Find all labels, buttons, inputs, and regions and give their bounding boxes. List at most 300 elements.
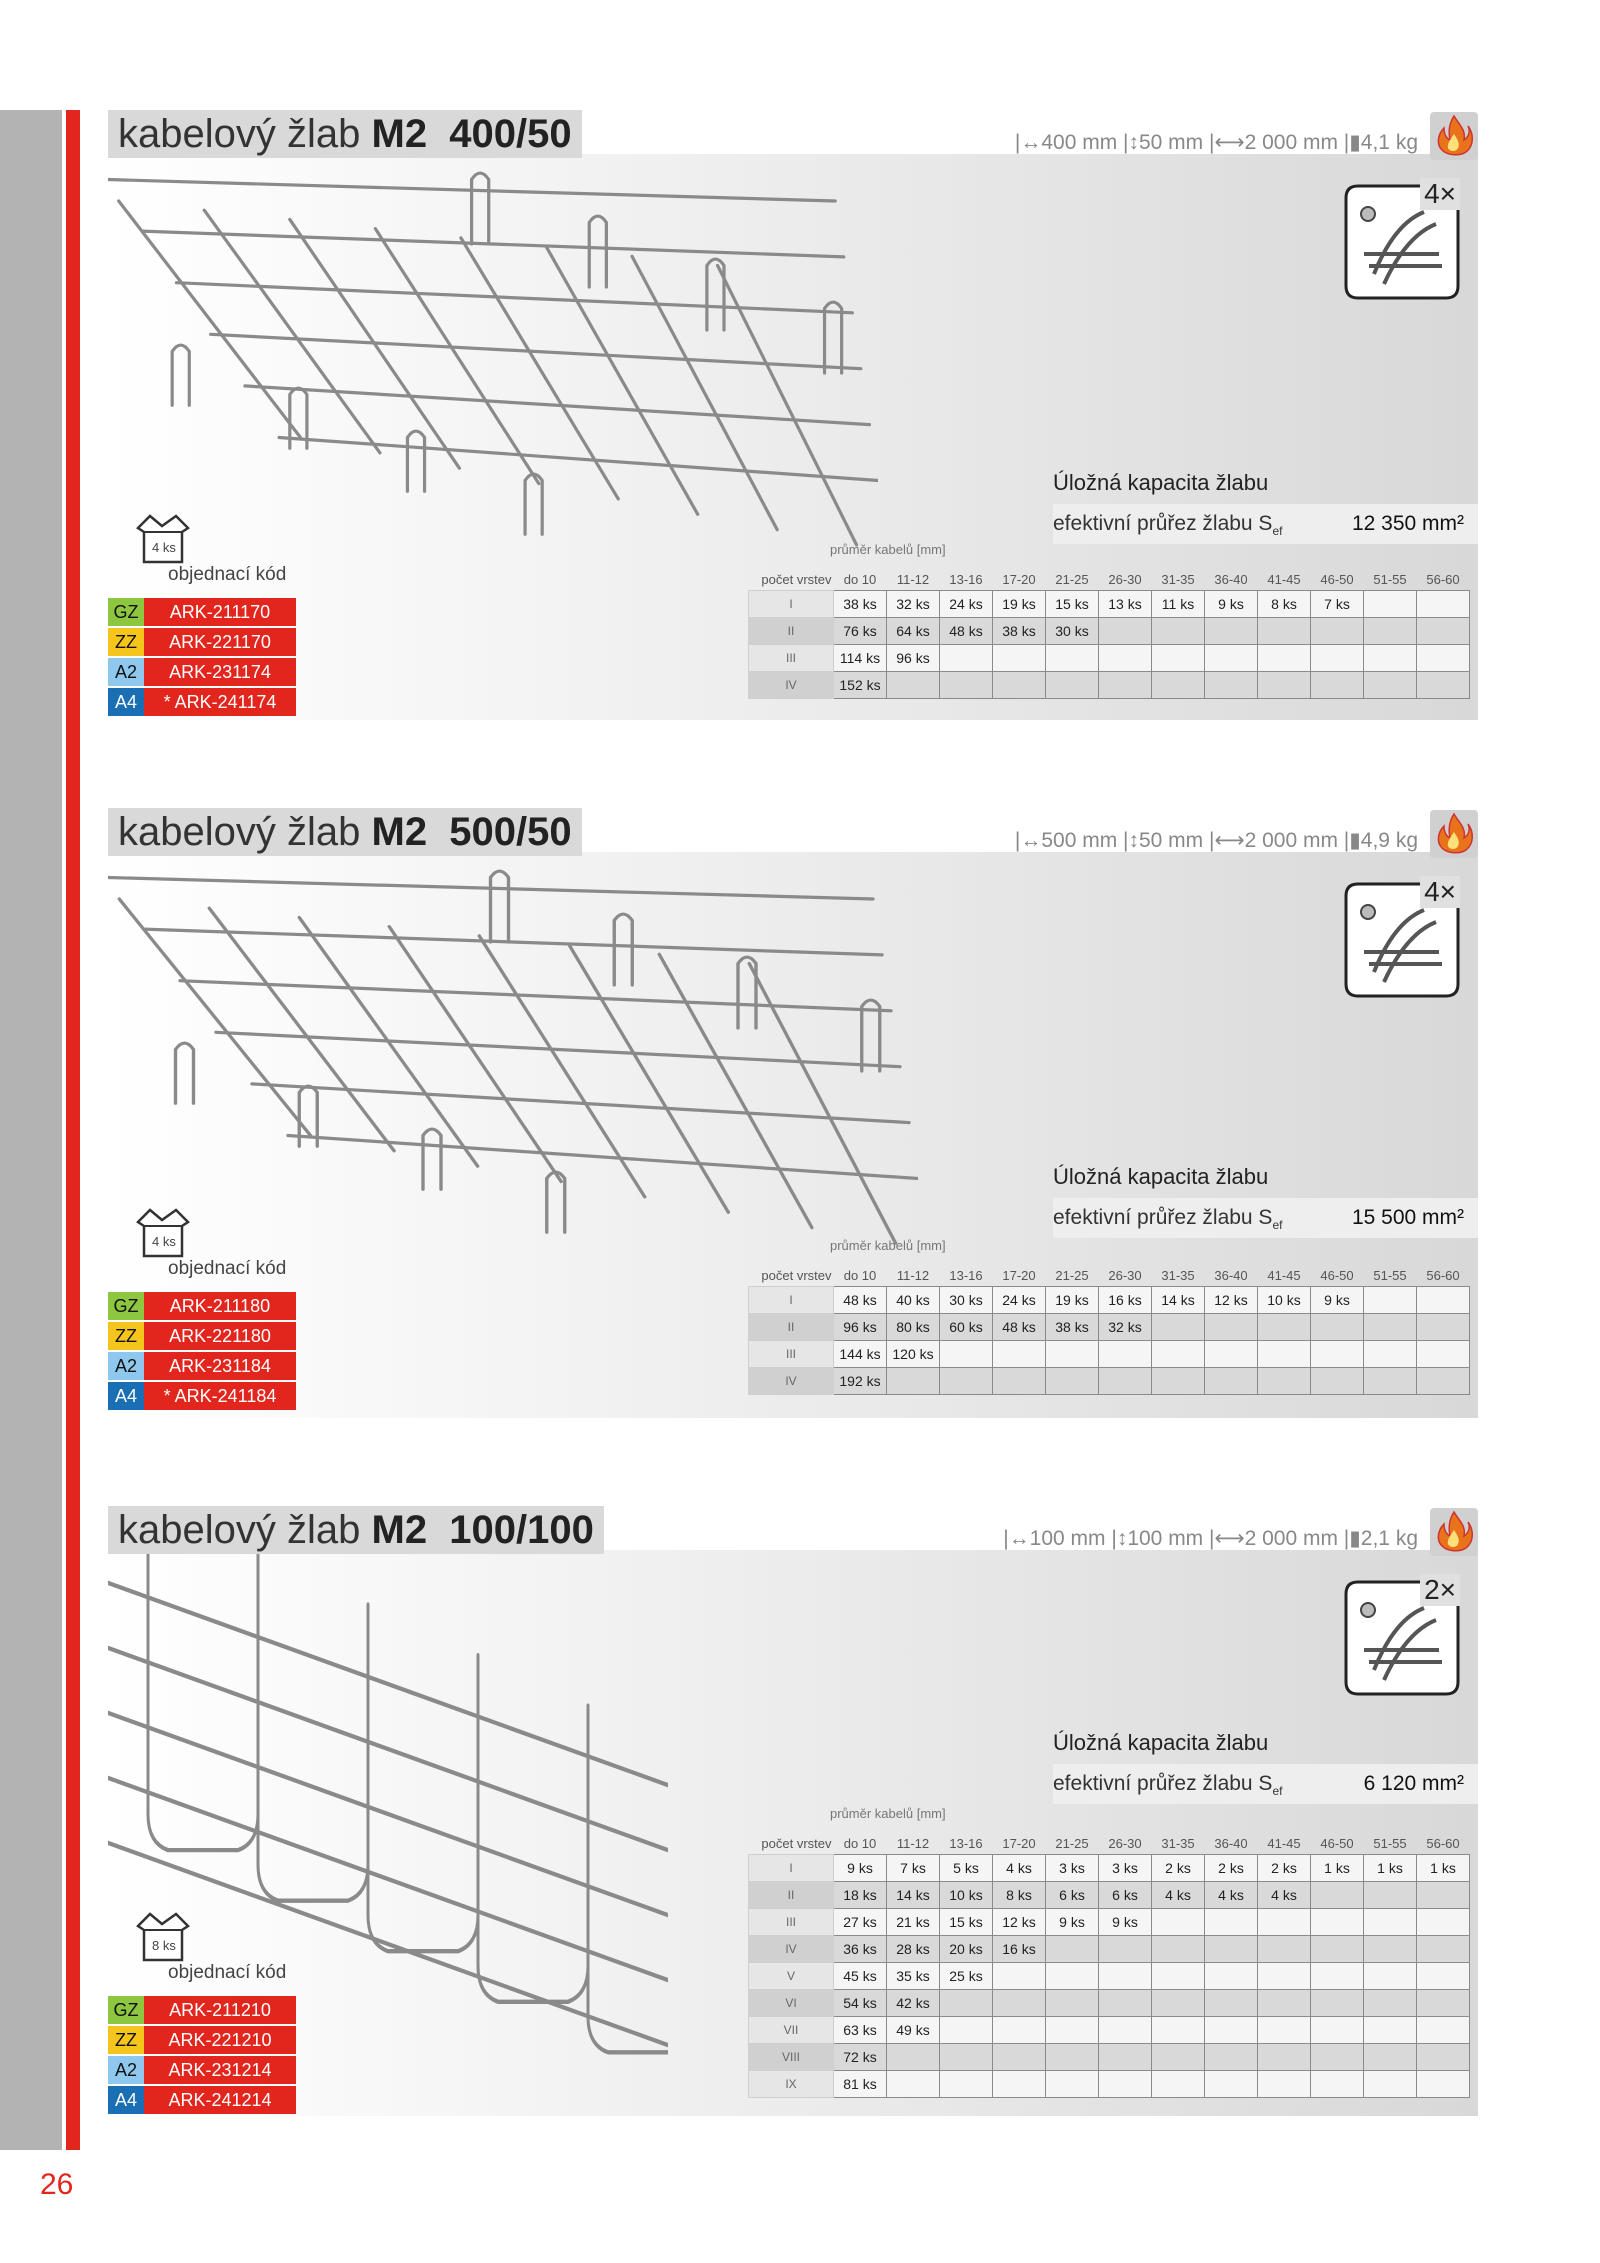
table-cell: 48 ks [993,1314,1046,1341]
table-cell [993,672,1046,699]
table-cell: 35 ks [887,1963,940,1990]
layers-header: počet vrstev [761,1267,832,1283]
table-cell [1417,1341,1470,1368]
table-cell [1046,672,1099,699]
table-cell: 3 ks [1099,1855,1152,1882]
capacity-value: 6 120 mm² [1363,1772,1464,1795]
table-cell [1364,2044,1417,2071]
table-cell: 9 ks [1046,1909,1099,1936]
table-cell [1364,1909,1417,1936]
table-cell [887,1368,940,1395]
table-cell [1099,1936,1152,1963]
table-cell: 40 ks [887,1287,940,1314]
side-red-bar [66,110,80,2150]
order-code: ARK-231214 [144,2056,296,2084]
diameter-header: do 10 [843,1835,877,1851]
order-code: * ARK-241184 [144,1382,296,1410]
diameter-header: 56-60 [1426,571,1460,587]
table-cell [1152,1990,1205,2017]
product-title [108,1506,604,1554]
table-cell [1258,1936,1311,1963]
table-row [749,2044,1470,2071]
page-number: 26 [40,2168,74,2201]
table-cell: 45 ks [834,1963,887,1990]
table-cell [1311,645,1364,672]
cable-diameter-label: průměr kabelů [mm] [830,542,946,557]
package-count: 4 ks [152,1234,176,1249]
order-code: ARK-221210 [144,2026,296,2054]
layer-label: IX [749,2071,834,2098]
table-header-row [749,1264,1470,1287]
table-cell [1364,645,1417,672]
table-cell [1205,1963,1258,1990]
table-cell [1205,1909,1258,1936]
package-box-icon [132,1204,194,1260]
finish-tag-a2: A2 [108,2056,144,2084]
table-cell [993,1341,1046,1368]
order-code: * ARK-241174 [144,688,296,716]
layer-label: II [749,618,834,645]
table-cell [1311,1368,1364,1395]
table-cell [1152,1341,1205,1368]
diameter-header: 13-16 [949,1835,983,1851]
order-code-row [108,688,298,716]
title-model: M2 500/50 [371,810,572,854]
connector-count: 2× [1420,1574,1460,1606]
table-cell: 38 ks [1046,1314,1099,1341]
table-cell [1417,672,1470,699]
table-cell: 12 ks [993,1909,1046,1936]
table-cell [1417,591,1470,618]
table-cell [887,672,940,699]
table-header-row [749,1832,1470,1855]
package-box-icon [132,510,194,566]
table-cell [993,2071,1046,2098]
layer-label: IV [749,1936,834,1963]
table-cell: 96 ks [834,1314,887,1341]
table-cell: 18 ks [834,1882,887,1909]
table-cell: 6 ks [1046,1882,1099,1909]
order-code-row [108,2086,298,2114]
table-cell: 2 ks [1152,1855,1205,1882]
table-cell [1258,618,1311,645]
order-code: ARK-221180 [144,1322,296,1350]
layers-header: počet vrstev [761,1835,832,1851]
layer-label: VI [749,1990,834,2017]
package-count: 8 ks [152,1938,176,1953]
table-cell [1205,645,1258,672]
diameter-header: 56-60 [1426,1835,1460,1851]
table-cell [1311,618,1364,645]
table-cell [1417,2044,1470,2071]
table-cell [1099,672,1152,699]
table-cell [1205,672,1258,699]
table-cell: 32 ks [1099,1314,1152,1341]
table-row [749,1990,1470,2017]
table-cell: 13 ks [1099,591,1152,618]
table-cell [1099,1341,1152,1368]
table-cell [1311,1882,1364,1909]
diameter-header: 46-50 [1320,571,1354,587]
package-box-icon [132,1908,194,1964]
order-code: ARK-221170 [144,628,296,656]
table-row [749,1341,1470,1368]
table-cell: 2 ks [1258,1855,1311,1882]
capacity-value: 15 500 mm² [1351,1206,1464,1229]
finish-tag-a4: A4 [108,688,144,716]
table-row [749,1909,1470,1936]
table-row [749,1314,1470,1341]
table-cell: 120 ks [887,1341,940,1368]
table-cell [1311,1314,1364,1341]
finish-tag-a2: A2 [108,1352,144,1380]
diameter-header: 36-40 [1214,571,1248,587]
order-code-row [108,598,298,626]
capacity-row [1053,1764,1478,1804]
table-row [749,618,1470,645]
table-cell [1417,1936,1470,1963]
table-cell [1364,2017,1417,2044]
table-cell [1311,1936,1364,1963]
table-cell: 14 ks [887,1882,940,1909]
table-row [749,1936,1470,1963]
table-cell [1205,618,1258,645]
table-cell [1258,2017,1311,2044]
table-cell [1205,1936,1258,1963]
finish-tag-gz: GZ [108,1996,144,2024]
finish-tag-a2: A2 [108,658,144,686]
order-code: ARK-211170 [144,598,296,626]
table-cell [1046,1936,1099,1963]
diameter-header: 46-50 [1320,1267,1354,1283]
table-cell: 24 ks [993,1287,1046,1314]
table-cell: 9 ks [1099,1909,1152,1936]
table-row [749,2017,1470,2044]
table-cell: 12 ks [1205,1287,1258,1314]
table-row [749,1882,1470,1909]
table-cell [1152,1963,1205,1990]
table-cell [1152,2044,1205,2071]
diameter-header: do 10 [843,571,877,587]
product-title [108,808,582,856]
table-cell: 4 ks [993,1855,1046,1882]
table-cell [1152,2017,1205,2044]
diameter-header: 26-30 [1108,1267,1142,1283]
capacity-label-sub: ef [1272,1218,1283,1233]
table-cell [1152,1936,1205,1963]
table-cell: 25 ks [940,1963,993,1990]
table-cell: 9 ks [834,1855,887,1882]
order-code-label: objednací kód [168,1962,287,1983]
table-cell [887,2044,940,2071]
table-cell: 49 ks [887,2017,940,2044]
cable-diameter-label: průměr kabelů [mm] [830,1238,946,1253]
table-cell [940,1990,993,2017]
table-cell [1099,645,1152,672]
table-cell [1417,1963,1470,1990]
table-cell [993,1368,1046,1395]
table-cell [1258,1909,1311,1936]
table-cell: 16 ks [993,1936,1046,1963]
order-code-row [108,658,298,686]
layer-label: V [749,1963,834,1990]
table-cell [1364,1882,1417,1909]
table-cell [1364,672,1417,699]
table-cell [1046,1990,1099,2017]
table-cell [1205,1990,1258,2017]
table-cell [1205,1341,1258,1368]
table-cell [1046,1341,1099,1368]
order-code: ARK-241214 [144,2086,296,2114]
table-cell [1417,2017,1470,2044]
table-cell [1205,1368,1258,1395]
package-count: 4 ks [152,540,176,555]
diameter-header: 17-20 [1002,1267,1036,1283]
diameter-header: 21-25 [1055,571,1089,587]
table-cell [1046,1368,1099,1395]
layer-label: II [749,1314,834,1341]
title-prefix: kabelový žlab [118,810,361,854]
diameter-header: 26-30 [1108,1835,1142,1851]
diameter-header: 36-40 [1214,1267,1248,1283]
table-cell [1099,2044,1152,2071]
layer-label: I [749,591,834,618]
table-cell: 15 ks [940,1909,993,1936]
diameter-header: 13-16 [949,571,983,587]
product-section-400-50 [108,110,1478,760]
layer-label: III [749,645,834,672]
dimensions-line: |↔500 mm |↕50 mm |⟷2 000 mm |▮4,9 kg [1014,829,1418,852]
table-cell [940,1341,993,1368]
table-row [749,1855,1470,1882]
order-code-label: objednací kód [168,1258,287,1279]
capacity-label [1053,1772,1282,1798]
capacity-title: Úložná kapacita žlabu [1053,1164,1269,1189]
order-code-row [108,1996,298,2024]
table-cell: 3 ks [1046,1855,1099,1882]
table-cell [1311,1341,1364,1368]
diameter-header: 51-55 [1373,571,1407,587]
table-cell [1152,2071,1205,2098]
table-cell [993,645,1046,672]
order-code: ARK-231184 [144,1352,296,1380]
table-cell [1417,2071,1470,2098]
title-prefix: kabelový žlab [118,1508,361,1552]
table-cell [1364,591,1417,618]
diameter-header: 17-20 [1002,1835,1036,1851]
layer-label: I [749,1855,834,1882]
capacity-title: Úložná kapacita žlabu [1053,1730,1269,1755]
diameter-header: 41-45 [1267,1267,1301,1283]
table-cell: 14 ks [1152,1287,1205,1314]
layer-label: III [749,1909,834,1936]
side-gray-bar [0,110,62,2150]
table-cell: 54 ks [834,1990,887,2017]
table-cell: 80 ks [887,1314,940,1341]
table-row [749,645,1470,672]
table-cell: 63 ks [834,2017,887,2044]
table-cell [1099,1368,1152,1395]
table-cell [940,1368,993,1395]
table-cell [1205,2017,1258,2044]
dimensions-line: |↔100 mm |↕100 mm |⟷2 000 mm |▮2,1 kg [1003,1527,1418,1550]
cable-diameter-label: průměr kabelů [mm] [830,1806,946,1821]
table-cell [1364,1990,1417,2017]
table-cell [887,2071,940,2098]
capacity-label [1053,512,1282,538]
capacity-value: 12 350 mm² [1351,512,1464,535]
table-cell: 4 ks [1152,1882,1205,1909]
connector-count: 4× [1420,876,1460,908]
diameter-header: 31-35 [1161,1267,1195,1283]
table-cell [993,2017,1046,2044]
diameter-header: 17-20 [1002,571,1036,587]
table-cell: 20 ks [940,1936,993,1963]
table-cell [1152,672,1205,699]
table-cell: 1 ks [1311,1855,1364,1882]
table-cell: 19 ks [993,591,1046,618]
capacity-label-text: efektivní průřez žlabu S [1053,1206,1273,1229]
table-cell: 38 ks [834,591,887,618]
order-code: ARK-211210 [144,1996,296,2024]
table-cell: 8 ks [993,1882,1046,1909]
table-cell [993,1963,1046,1990]
table-cell [1046,2044,1099,2071]
table-cell: 9 ks [1205,591,1258,618]
table-cell: 38 ks [993,618,1046,645]
table-cell [1099,1963,1152,1990]
diameter-header: 36-40 [1214,1835,1248,1851]
table-cell [1152,1909,1205,1936]
diameter-header: 11-12 [896,571,930,587]
product-section-500-50 [108,808,1478,1458]
table-cell [1205,2044,1258,2071]
order-code-row [108,2056,298,2084]
table-cell [1417,618,1470,645]
table-cell: 30 ks [1046,618,1099,645]
finish-tag-zz: ZZ [108,628,144,656]
table-cell: 2 ks [1205,1855,1258,1882]
capacity-title: Úložná kapacita žlabu [1053,470,1269,495]
dimensions-line: |↔400 mm |↕50 mm |⟷2 000 mm |▮4,1 kg [1014,131,1418,154]
diameter-header: 46-50 [1320,1835,1354,1851]
table-cell [1046,2071,1099,2098]
fire-icon [1430,810,1478,858]
fire-icon [1430,112,1478,160]
table-cell: 9 ks [1311,1287,1364,1314]
table-cell [1258,672,1311,699]
table-cell [1311,2071,1364,2098]
table-cell: 21 ks [887,1909,940,1936]
diameter-header: 31-35 [1161,1835,1195,1851]
table-cell [1311,1963,1364,1990]
table-cell [1417,1909,1470,1936]
order-code-row [108,1322,298,1350]
table-cell [1099,1990,1152,2017]
finish-tag-zz: ZZ [108,2026,144,2054]
table-cell [1258,1368,1311,1395]
table-cell [1364,1287,1417,1314]
table-cell [1099,2017,1152,2044]
layer-label: IV [749,672,834,699]
table-cell [1152,645,1205,672]
table-header-row [749,568,1470,591]
diameter-header: 41-45 [1267,571,1301,587]
connector-count: 4× [1420,178,1460,210]
table-cell [1046,645,1099,672]
diameter-header: 51-55 [1373,1835,1407,1851]
table-cell: 24 ks [940,591,993,618]
title-prefix: kabelový žlab [118,112,361,156]
table-cell [1152,618,1205,645]
order-code-row [108,628,298,656]
table-row [749,2071,1470,2098]
table-row [749,672,1470,699]
table-cell [993,1990,1046,2017]
table-cell [940,645,993,672]
table-cell: 81 ks [834,2071,887,2098]
table-cell: 76 ks [834,618,887,645]
table-cell [940,2071,993,2098]
finish-tag-zz: ZZ [108,1322,144,1350]
table-cell [1311,672,1364,699]
capacity-label-sub: ef [1272,524,1283,539]
table-cell [940,2017,993,2044]
table-cell: 15 ks [1046,591,1099,618]
table-cell: 144 ks [834,1341,887,1368]
table-cell: 1 ks [1417,1855,1470,1882]
order-code-label: objednací kód [168,564,287,585]
title-model: M2 100/100 [371,1508,594,1552]
table-cell [1258,2071,1311,2098]
order-code: ARK-211180 [144,1292,296,1320]
table-cell: 28 ks [887,1936,940,1963]
table-cell [1364,1314,1417,1341]
table-cell [1099,2071,1152,2098]
table-cell [1258,1990,1311,2017]
table-cell: 7 ks [1311,591,1364,618]
table-cell [1258,645,1311,672]
table-cell [1311,2044,1364,2071]
diameter-header: 31-35 [1161,571,1195,587]
product-section-100-100 [108,1506,1478,2156]
table-cell [1417,1882,1470,1909]
table-cell: 114 ks [834,645,887,672]
layer-label: III [749,1341,834,1368]
diameter-header: 21-25 [1055,1835,1089,1851]
table-cell [1364,1341,1417,1368]
diameter-header: do 10 [843,1267,877,1283]
table-row [749,1963,1470,1990]
table-cell: 10 ks [1258,1287,1311,1314]
table-row [749,1368,1470,1395]
table-cell [993,2044,1046,2071]
table-cell [1152,1314,1205,1341]
table-cell [1311,1990,1364,2017]
table-cell [1205,2071,1258,2098]
layer-label: I [749,1287,834,1314]
diameter-header: 26-30 [1108,571,1142,587]
table-cell: 8 ks [1258,591,1311,618]
table-cell [1364,2071,1417,2098]
table-cell [1417,645,1470,672]
diameter-header: 11-12 [896,1835,930,1851]
finish-tag-gz: GZ [108,1292,144,1320]
table-cell: 27 ks [834,1909,887,1936]
table-cell [1417,1314,1470,1341]
table-cell [1046,2017,1099,2044]
diameter-header: 21-25 [1055,1267,1089,1283]
